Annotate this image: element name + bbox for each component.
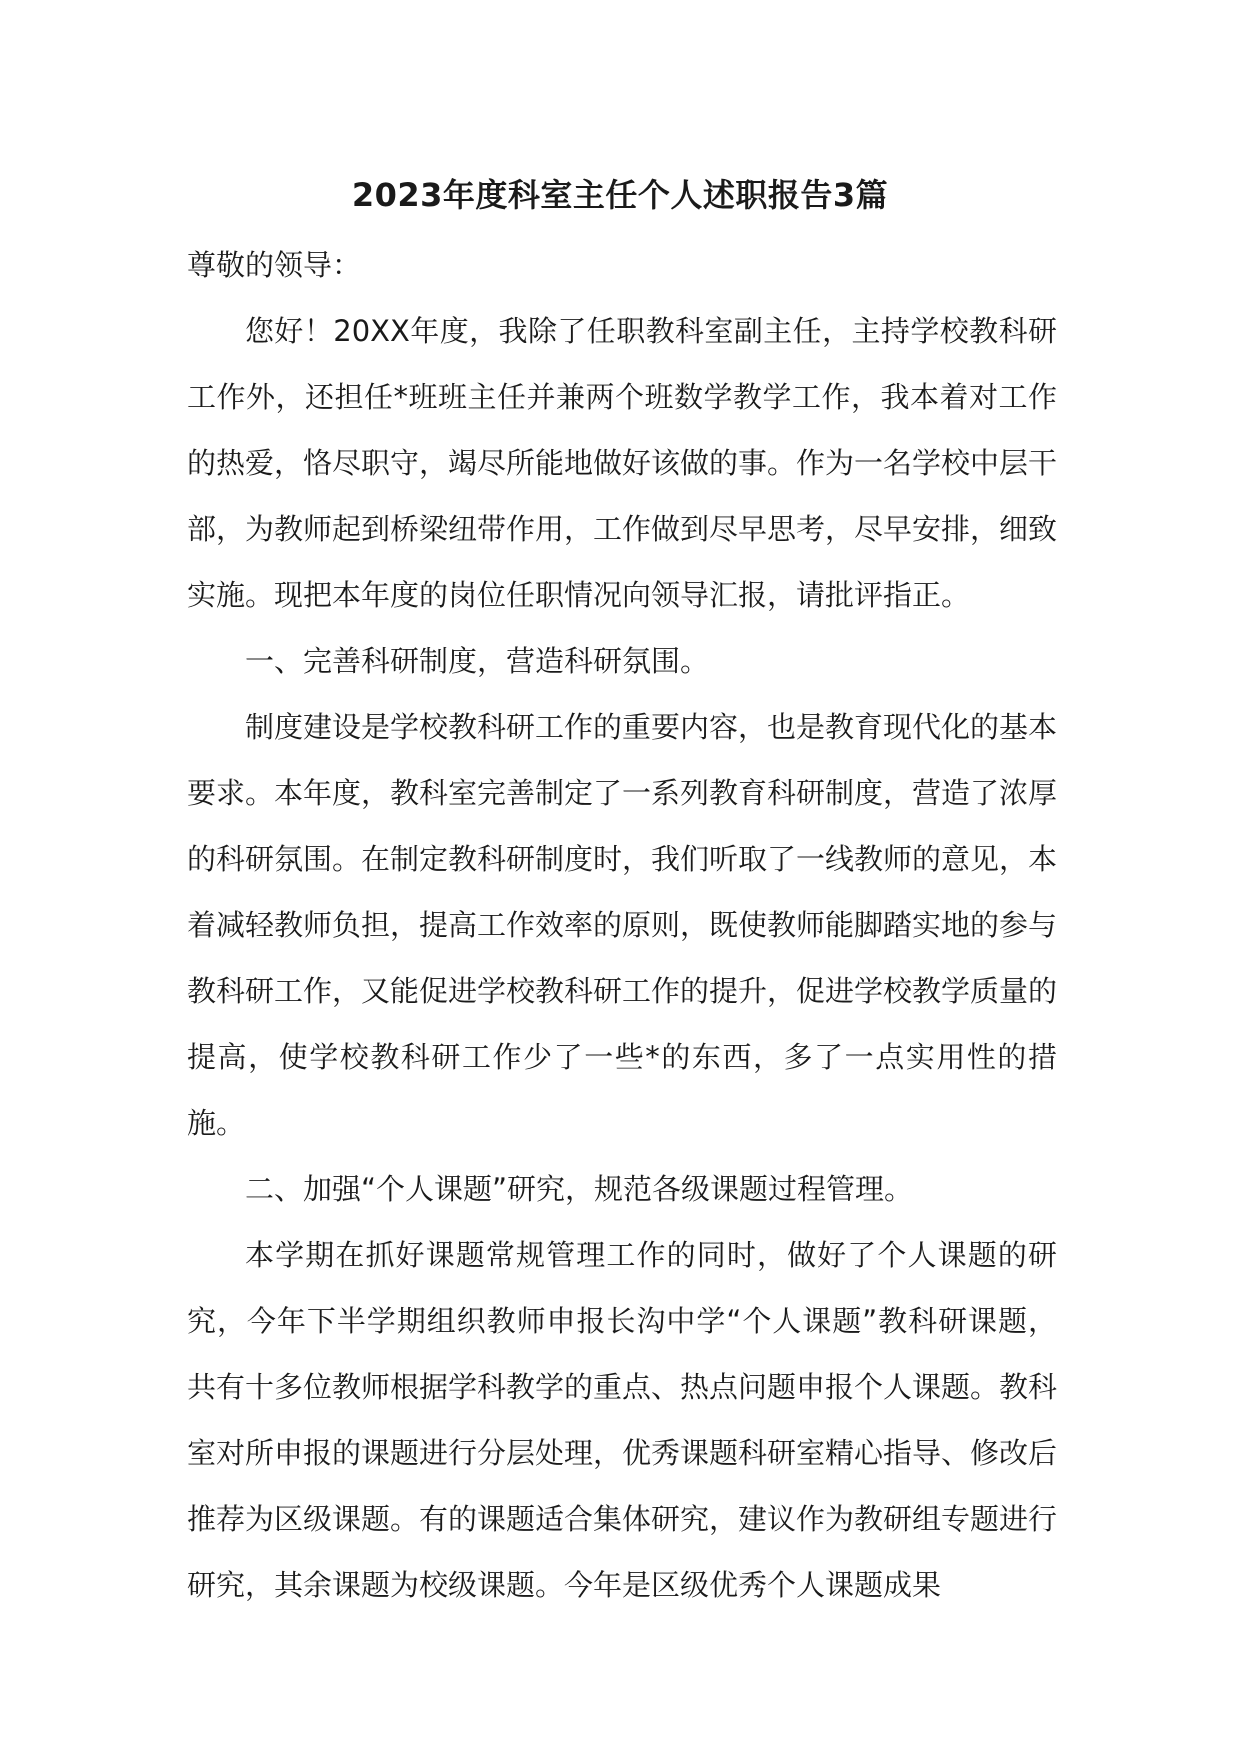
document-title: 2023年度科室主任个人述职报告3篇: [351, 176, 889, 214]
paragraph-section-1: 制度建设是学校教科研工作的重要内容，也是教育现代化的基本要求。本年度，教科室完善制定了一系列教育科研制度，营造了浓厚的科研氛围。在制定教科研制度时，我们听取了一线教师的意见，本着减轻教师负担，提高工作效率的原则，既使教师能脚踏实地的参与教科研工作，又能促进学校教科研工作的提升，促进学校教学质量的提高，使学校教科研工作少了一些*的东西，多了一点实用性的措施。: [187, 710, 1058, 1140]
salutation: 尊敬的领导：: [187, 248, 362, 282]
paragraph-greeting: 您好！20XX年度，我除了任职教科室副主任，主持学校教科研工作外，还担任*班班主任并兼两个班数学教学工作，我本着对工作的热爱，恪尽职守，竭尽所能地做好该做的事。作为一名学校中层干部，为教师起到桥梁纽带作用，工作做到尽早思考，尽早安排，细致实施。现把本年度的岗位任职情况向领导汇报，请批评指正。: [187, 314, 1058, 612]
paragraph-section-2: 本学期在抓好课题常规管理工作的同时，做好了个人课题的研究，今年下半学期组织教师申报长沟中学“个人课题”教科研课题，共有十多位教师根据学科教学的重点、热点问题申报个人课题。教科室对所申报的课题进行分层处理，优秀课题科研室精心指导、修改后推荐为区级课题。有的课题适合集体研究，建议作为教研组专题进行研究，其余课题为校级课题。今年是区级优秀个人课题成果: [187, 1238, 1058, 1602]
document-body: [187, 232, 1057, 1618]
section-heading-1: 一、完善科研制度，营造科研氛围。: [245, 644, 710, 678]
section-heading-2: 二、加强“个人课题”研究，规范各级课题过程管理。: [245, 1172, 914, 1206]
